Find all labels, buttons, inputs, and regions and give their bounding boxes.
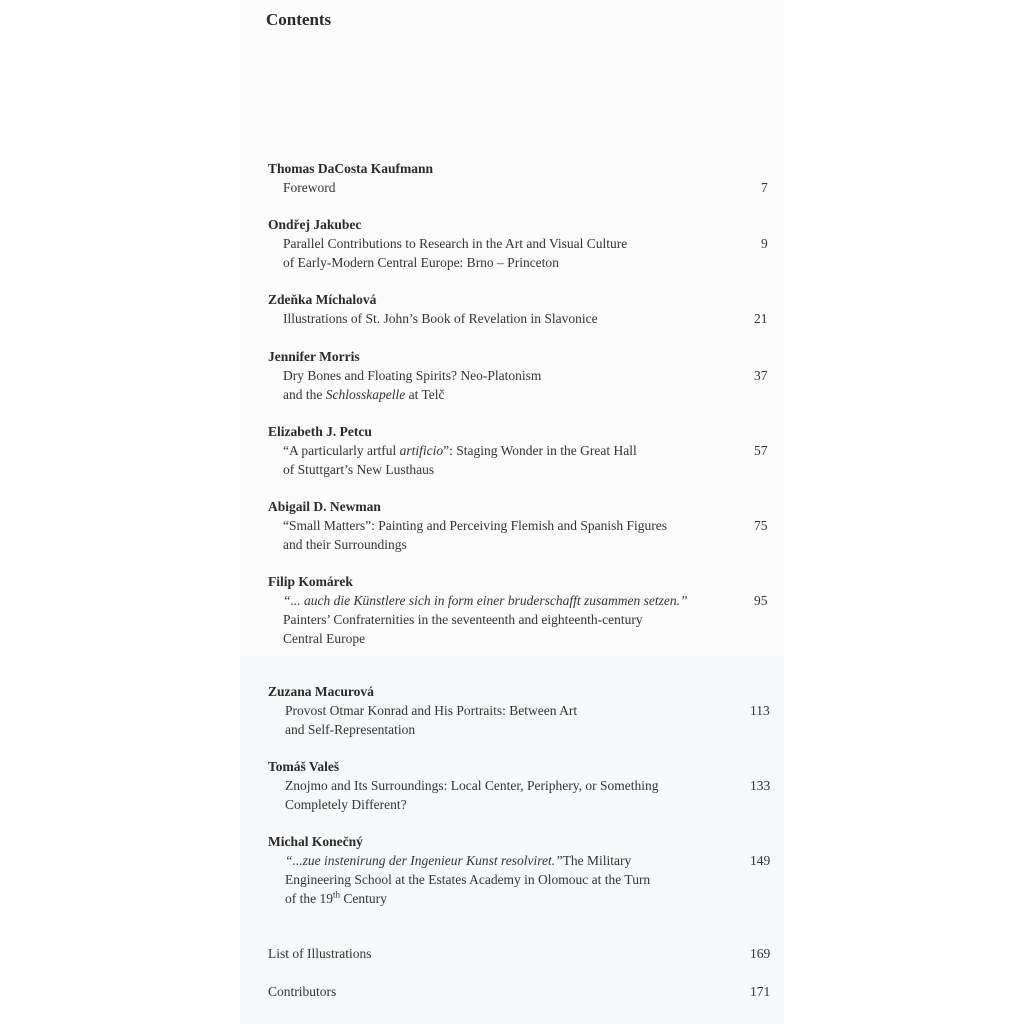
toc-title: “Small Matters”: Painting and Perceiving Flemish and Spanish Figures [283, 518, 667, 533]
toc-author: Thomas DaCosta Kaufmann [268, 161, 434, 176]
toc-page-number: 7 [761, 180, 768, 195]
toc-title [285, 853, 631, 869]
toc-title: of Stuttgart’s New Lusthaus [283, 462, 435, 477]
toc-page-number: 169 [750, 946, 771, 961]
toc-title-italic: Schlosskapelle [325, 387, 406, 402]
toc-title: Dry Bones and Floating Spirits? Neo-Platonism [283, 368, 542, 383]
toc-list-of-illustrations: List of Illustrations [268, 946, 372, 961]
toc-title-text: of the 19 [285, 891, 333, 906]
toc-title: Foreword [283, 180, 336, 195]
toc-page-number: 95 [754, 593, 768, 608]
toc-author: Tomáš Valeš [268, 759, 340, 774]
toc-author: Michal Konečný [268, 834, 363, 849]
toc-page-number: 21 [754, 311, 768, 326]
toc-title-italic: “...zue instenirung der Ingenieur Kunst resolviret.” [285, 853, 563, 868]
toc-author: Zdeňka Míchalová [268, 292, 377, 307]
toc-title: Znojmo and Its Surroundings: Local Center, Periphery, or Something [285, 778, 659, 793]
toc-title: Completely Different? [285, 797, 407, 812]
toc-author: Jennifer Morris [268, 349, 360, 364]
toc-author: Filip Komárek [268, 574, 353, 589]
toc-title-text: and the [283, 387, 326, 402]
toc-author: Zuzana Macurová [268, 684, 374, 699]
toc-title-text: at Telč [405, 387, 445, 402]
toc-title: Engineering School at the Estates Academy in Olomouc at the Turn [285, 872, 651, 887]
toc-title-superscript: th [333, 889, 341, 900]
toc-page-number: 37 [754, 368, 768, 383]
toc-page-number: 9 [761, 236, 768, 251]
toc-title-text: The Military [562, 853, 632, 868]
toc-title: Painters’ Confraternities in the seventeenth and eighteenth-century [283, 612, 643, 627]
toc-title [285, 891, 387, 907]
toc-title: Illustrations of St. John’s Book of Revelation in Slavonice [283, 311, 598, 326]
toc-title-italic: artificio [399, 443, 444, 458]
toc-title: Provost Otmar Konrad and His Portraits: Between Art [285, 703, 578, 718]
toc-page-number: 171 [750, 984, 771, 999]
toc-title-italic: “... auch die Künstlere sich in form einer bruderschafft zusammen setzen.” [283, 593, 688, 608]
toc-title: Parallel Contributions to Research in the Art and Visual Culture [283, 236, 628, 251]
toc-page-number: 113 [750, 703, 770, 718]
toc-title-text: “A particularly artful [283, 443, 400, 458]
toc-title [283, 387, 445, 403]
toc-title [283, 443, 637, 459]
toc-title-text: ”: Staging Wonder in the Great Hall [443, 443, 637, 458]
toc-title: Central Europe [283, 631, 366, 646]
toc-page-number: 149 [750, 853, 771, 868]
toc-contributors: Contributors [268, 984, 337, 999]
toc-page-number: 133 [750, 778, 771, 793]
toc-author: Elizabeth J. Petcu [268, 424, 372, 439]
toc-page-number: 57 [754, 443, 768, 458]
page-title: Contents [266, 10, 332, 29]
toc-title: and Self-Representation [285, 722, 416, 737]
toc-page-number: 75 [754, 518, 768, 533]
toc-title: of Early-Modern Central Europe: Brno – Princeton [283, 255, 559, 270]
toc-author: Abigail D. Newman [268, 499, 381, 514]
toc-title: and their Surroundings [283, 537, 407, 552]
toc-author: Ondřej Jakubec [268, 217, 362, 232]
toc-title-text: Century [340, 891, 387, 906]
